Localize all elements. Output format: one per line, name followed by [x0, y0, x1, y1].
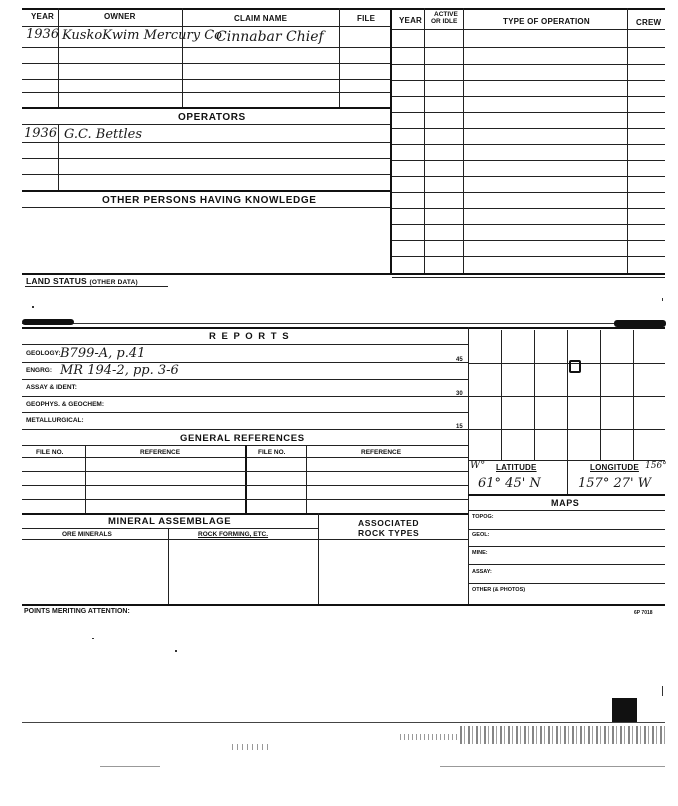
claim-row-rule [22, 47, 390, 48]
bottom-scan-rule [22, 722, 665, 723]
op-row-rule [392, 256, 665, 257]
rock-forming-header: ROCK FORMING, ETC. [198, 531, 269, 538]
maps-other: OTHER (& PHOTOS) [472, 587, 526, 593]
op-row-rule [392, 80, 665, 81]
location-marker [569, 360, 581, 373]
maps-mine: MINE: [472, 550, 488, 556]
claim-col-divider-1 [58, 8, 59, 108]
land-status-title [26, 276, 138, 286]
genref-col-divider [85, 445, 86, 513]
claim-col-divider-3 [339, 8, 340, 108]
genref-row-rule [22, 499, 468, 500]
grid-row [468, 396, 665, 397]
genref-col-divider [245, 445, 247, 513]
reports-top-rule-2 [22, 327, 665, 329]
maps-topog: TOPOG: [472, 514, 494, 520]
active-header-line2: OR IDLE [431, 18, 458, 25]
maps-row-rule [468, 529, 665, 530]
assemblage-divider [318, 513, 319, 605]
engrg-rule [22, 379, 468, 380]
associated-line2: ROCK TYPES [358, 528, 420, 538]
crew-header: CREW [636, 18, 662, 27]
maps-row-rule [468, 583, 665, 584]
latitude-label: LATITUDE [496, 463, 537, 472]
scan-registration-mark [612, 698, 637, 723]
scan-speck [662, 686, 663, 696]
grid-col [633, 330, 634, 460]
assay-rule [22, 396, 468, 397]
op-row-rule [392, 224, 665, 225]
owner-header: OWNER [104, 12, 136, 21]
scan-faint-rule [440, 766, 665, 767]
points-meriting-title: POINTS MERITING ATTENTION: [24, 608, 130, 615]
op-row-rule [392, 160, 665, 161]
punch-mark-right [614, 320, 666, 327]
reports-title: R E P O R T S [209, 331, 291, 342]
general-references-title: GENERAL REFERENCES [180, 433, 305, 444]
scale-15: 15 [456, 424, 463, 430]
operators-row-rule [22, 174, 390, 175]
top-border [22, 8, 665, 10]
op-row-rule [392, 96, 665, 97]
scale-45: 45 [456, 357, 463, 363]
genref-col-divider [306, 445, 307, 513]
upper-section-bottom-rule [22, 273, 665, 275]
reports-header-rule [22, 344, 468, 345]
geology-value: B799-A, p.41 [60, 346, 146, 361]
genref-row-rule [22, 485, 468, 486]
claim-row-rule [22, 79, 390, 80]
latlon-bottom-rule [468, 494, 665, 496]
claim-row-rule [22, 92, 390, 93]
maps-assay: ASSAY: [472, 569, 492, 575]
claim-owner-entry: KuskoKwim Mercury Co [62, 28, 222, 43]
scan-speck [92, 638, 94, 639]
other-persons-header-rule [22, 207, 390, 208]
upper-section-double-rule [392, 277, 665, 278]
claim-bottom-rule [22, 107, 390, 109]
claim-name-entry: Cinnabar Chief [216, 29, 324, 45]
scale-30: 30 [456, 391, 463, 397]
type-of-operation-header: TYPE OF OPERATION [503, 17, 590, 26]
maps-title: MAPS [551, 498, 580, 508]
geophys-label: GEOPHYS. & GEOCHEM: [26, 401, 105, 408]
op-row-rule [392, 128, 665, 129]
maps-row-rule [468, 564, 665, 565]
latitude-value: 61° 45' N [478, 476, 541, 491]
land-status-underline [25, 286, 168, 287]
ore-minerals-header: ORE MINERALS [62, 531, 112, 538]
other-persons-title: OTHER PERSONS HAVING KNOWLEDGE [102, 195, 317, 206]
longitude-value: 157° 27' W [578, 476, 652, 491]
latitude-prefix: W° [470, 460, 486, 471]
scan-noise-band [400, 734, 460, 740]
operators-title: OPERATORS [178, 112, 246, 123]
operators-row-rule [22, 158, 390, 159]
op-row-rule [392, 176, 665, 177]
genref-file-no-2: FILE NO. [258, 449, 286, 456]
assemblage-subheader-rule [22, 539, 468, 540]
operators-row-rule [22, 142, 390, 143]
op-row-rule [392, 144, 665, 145]
assemblage-bottom-rule [22, 604, 665, 606]
engrg-label: ENGRG: [26, 367, 52, 374]
metallurgical-rule [22, 429, 468, 430]
mineral-assemblage-title: MINERAL ASSEMBLAGE [108, 516, 232, 527]
grid-col [567, 330, 568, 460]
scan-noise-band [460, 726, 665, 744]
longitude-suffix: 156° [645, 461, 667, 471]
op-header-rule [392, 29, 665, 30]
grid-row [468, 429, 665, 430]
op-row-rule [392, 64, 665, 65]
geology-label: GEOLOGY: [26, 350, 61, 357]
operators-header-rule [22, 124, 390, 125]
assay-label: ASSAY & IDENT: [26, 384, 77, 391]
op-row-rule [392, 47, 665, 48]
maps-row-rule [468, 546, 665, 547]
claim-row-rule [22, 63, 390, 64]
op-year-header: YEAR [399, 16, 423, 25]
scan-speck [662, 298, 663, 301]
longitude-label: LONGITUDE [590, 463, 639, 472]
claim-year-header: YEAR [31, 12, 55, 21]
active-header-line1: ACTIVE [434, 11, 458, 18]
operator-year-entry: 1936 [24, 126, 58, 141]
land-status-sub: (OTHER DATA) [89, 279, 138, 286]
operator-name-entry: G.C. Bettles [64, 127, 143, 142]
latlon-divider [567, 460, 568, 494]
op-row-rule [392, 240, 665, 241]
genref-bottom-rule [22, 513, 468, 515]
grid-col [534, 330, 535, 460]
claim-header-rule [22, 26, 392, 27]
op-row-rule [392, 208, 665, 209]
grid-col [600, 330, 601, 460]
associated-line1: ASSOCIATED [358, 518, 420, 528]
scan-speck [32, 306, 34, 308]
op-row-rule [392, 192, 665, 193]
claim-name-header: CLAIM NAME [234, 14, 288, 23]
scan-noise-band [232, 744, 272, 750]
reports-top-rule [22, 323, 665, 324]
geophys-rule [22, 412, 468, 413]
claim-col-divider-2 [182, 8, 183, 108]
maps-geol: GEOL: [472, 532, 490, 538]
engrg-value: MR 194-2, pp. 3-6 [60, 363, 179, 378]
assemblage-header-rule [22, 528, 318, 529]
grid-row [468, 363, 665, 364]
genref-row-rule [22, 471, 468, 472]
op-row-rule [392, 112, 665, 113]
genref-reference-2: REFERENCE [361, 449, 402, 456]
metallurgical-label: METALLURGICAL: [26, 417, 84, 424]
maps-header-rule [468, 510, 665, 511]
scan-faint-rule [100, 766, 160, 767]
operators-bottom-rule [22, 190, 390, 192]
file-header: FILE [357, 14, 376, 23]
form-number: 6P 7018 [634, 610, 653, 616]
genref-file-no-1: FILE NO. [36, 449, 64, 456]
genref-reference-1: REFERENCE [140, 449, 181, 456]
land-status-label: LAND STATUS [26, 276, 87, 286]
scan-speck [175, 650, 177, 652]
claim-year-entry: 1936 [26, 27, 60, 42]
grid-col [501, 330, 502, 460]
punch-mark-left [22, 319, 74, 325]
